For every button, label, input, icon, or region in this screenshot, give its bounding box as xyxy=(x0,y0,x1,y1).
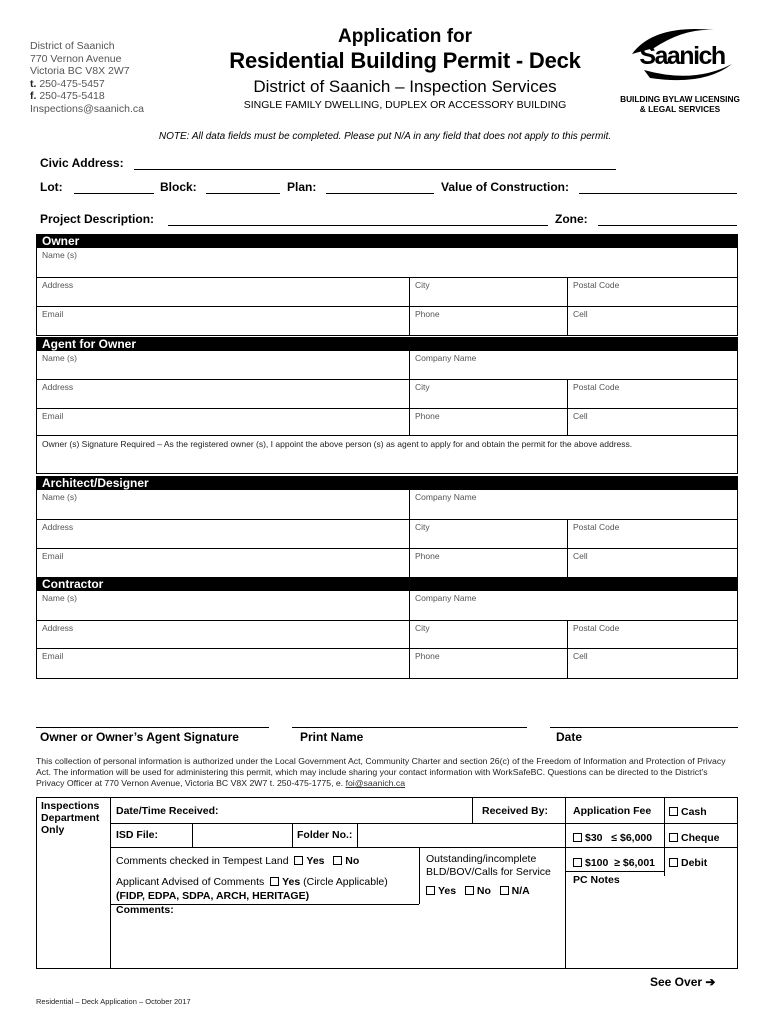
owner-address-field[interactable]: Address xyxy=(42,280,74,290)
district-address xyxy=(30,40,144,116)
see-over-link[interactable]: See Over ➔ xyxy=(650,975,716,989)
comments-checked-label: Comments checked in Tempest Land xyxy=(116,855,289,867)
owner-section-title: Owner xyxy=(37,234,737,248)
architect-postal-code-field[interactable]: Postal Code xyxy=(567,520,737,548)
value-of-construction-field[interactable] xyxy=(579,181,737,194)
architect-name-field[interactable]: Name (s) xyxy=(42,492,77,502)
office-use-box xyxy=(36,797,738,969)
owner-contact-row xyxy=(37,306,737,335)
architect-section xyxy=(36,476,738,578)
architect-company-field[interactable]: Company Name xyxy=(409,490,737,519)
privacy-text: This collection of personal information is authorized under the Local Government Act, Community Charter and section 26(c) of the Freedom of Information and Protection of Privacy Act. The information will be used for administering this permit, which may include sharing your contact information with WorkSafeBC. Questions can be directed to the District’s Privacy Officer at 770 Vernon Avenue, Victoria BC V8X 2W7 t. 250-475-1775, e. xyxy=(36,756,726,788)
architect-address-row xyxy=(37,519,737,548)
fee-100-condition: ≥ $6,001 xyxy=(614,857,655,869)
form-footer: Residential – Deck Application – October 2017 xyxy=(36,997,191,1006)
architect-cell-field[interactable]: Cell xyxy=(567,549,737,577)
office-divider xyxy=(192,823,193,847)
comments-label: Comments: xyxy=(116,904,174,916)
zone-label: Zone: xyxy=(555,212,588,226)
contractor-contact-row xyxy=(37,648,737,678)
lot-label: Lot: xyxy=(40,180,63,194)
cheque-checkbox[interactable] xyxy=(669,833,678,842)
cash-option[interactable] xyxy=(669,806,707,819)
contractor-name-field[interactable]: Name (s) xyxy=(42,593,77,603)
logo-caption xyxy=(614,94,746,114)
agent-name-row xyxy=(37,351,737,379)
owner-city-field[interactable]: City xyxy=(409,278,567,306)
architect-phone-field[interactable]: Phone xyxy=(409,549,567,577)
phone-line xyxy=(30,78,144,91)
phone-number: 250-475-5457 xyxy=(39,77,105,90)
date-line[interactable] xyxy=(550,727,738,728)
contractor-city-field[interactable]: City xyxy=(409,621,567,648)
debit-label: Debit xyxy=(681,857,708,869)
lot-field[interactable] xyxy=(74,181,154,194)
debit-option[interactable] xyxy=(669,857,707,870)
office-divider xyxy=(357,823,358,847)
agent-phone-field[interactable]: Phone xyxy=(409,409,567,435)
architect-contact-row xyxy=(37,548,737,577)
cheque-label: Cheque xyxy=(681,832,720,844)
privacy-email-link[interactable]: foi@saanich.ca xyxy=(345,778,406,788)
application-fee-label: Application Fee xyxy=(573,805,652,817)
privacy-notice xyxy=(36,756,738,789)
form-header xyxy=(200,26,610,112)
fee-30-label: $30 xyxy=(585,832,603,844)
fee-100-label: $100 xyxy=(585,857,609,869)
office-divider xyxy=(565,847,738,848)
fee-30-option[interactable] xyxy=(573,832,652,845)
owner-postal-code-field[interactable]: Postal Code xyxy=(567,278,737,306)
owner-signature-line[interactable] xyxy=(36,727,269,728)
agent-cell-field[interactable]: Cell xyxy=(567,409,737,435)
phone-prefix: t. xyxy=(30,77,37,90)
office-divider xyxy=(565,871,664,872)
title-line-1: Application for xyxy=(337,26,473,47)
agent-name-field[interactable]: Name (s) xyxy=(42,353,77,363)
contractor-cell-field[interactable]: Cell xyxy=(567,649,737,678)
comments-no-label: No xyxy=(345,855,360,867)
fee-100-checkbox[interactable] xyxy=(573,858,582,867)
owner-signature-field[interactable]: Owner (s) Signature Required – As the registered owner (s), I appoint the above person (s) as agent to apply for and obtain the permit for the above address. xyxy=(42,439,633,449)
comments-checked-row xyxy=(116,855,359,868)
project-description-label: Project Description: xyxy=(40,212,155,226)
received-by-label: Received By: xyxy=(482,805,548,817)
contractor-postal-code-field[interactable]: Postal Code xyxy=(567,621,737,648)
owner-name-row xyxy=(37,248,737,277)
contractor-address-field[interactable]: Address xyxy=(42,623,74,633)
comments-yes-label: Yes xyxy=(306,855,325,867)
comments-yes-checkbox[interactable] xyxy=(294,856,303,865)
cash-checkbox[interactable] xyxy=(669,807,678,816)
block-field[interactable] xyxy=(206,181,280,194)
owner-address-row xyxy=(37,277,737,306)
agent-contact-row xyxy=(37,408,737,435)
contractor-company-field[interactable]: Company Name xyxy=(409,591,737,620)
contractor-phone-field[interactable]: Phone xyxy=(409,649,567,678)
office-divider xyxy=(110,823,565,824)
outstanding-yes-label: Yes xyxy=(438,885,457,897)
permit-types-label[interactable]: (FIDP, EDPA, SDPA, ARCH, HERITAGE) xyxy=(116,890,310,902)
architect-email-field[interactable]: Email xyxy=(42,551,64,561)
zone-field[interactable] xyxy=(598,213,737,226)
logo-caption-line-1: BUILDING BYLAW LICENSING xyxy=(620,94,740,104)
contractor-section xyxy=(36,577,738,679)
fee-100-option[interactable] xyxy=(573,857,655,870)
cheque-option[interactable] xyxy=(669,832,720,845)
architect-name-row xyxy=(37,490,737,519)
civic-address-field[interactable] xyxy=(134,157,616,170)
agent-address-row xyxy=(37,379,737,408)
owner-phone-field[interactable]: Phone xyxy=(409,307,567,335)
fax-line xyxy=(30,90,144,103)
applicant-advised-row xyxy=(116,876,388,889)
print-name-line[interactable] xyxy=(292,727,527,728)
folder-no-label: Folder No.: xyxy=(297,829,353,841)
agent-authorization-row xyxy=(37,435,737,473)
agent-city-field[interactable]: City xyxy=(409,380,567,408)
outstanding-na-label: N/A xyxy=(511,885,530,897)
outstanding-yes-checkbox[interactable] xyxy=(426,886,435,895)
logo-caption-line-2: & LEGAL SERVICES xyxy=(639,104,721,114)
office-divider xyxy=(472,798,473,823)
scope-text: SINGLE FAMILY DWELLING, DUPLEX OR ACCESSORY BUILDING xyxy=(243,99,567,111)
outstanding-no-label: No xyxy=(476,885,491,897)
agent-address-field[interactable]: Address xyxy=(42,382,74,392)
fax-number: 250-475-5418 xyxy=(39,90,105,103)
outstanding-label: Outstanding/incomplete BLD/BOV/Calls for Service xyxy=(426,853,551,878)
plan-field[interactable] xyxy=(326,181,434,194)
agent-email-field[interactable]: Email xyxy=(42,411,64,421)
agent-postal-code-field[interactable]: Postal Code xyxy=(567,380,737,408)
inspections-department-label: Inspections Department Only xyxy=(41,800,100,836)
address-line-3: Victoria BC V8X 2W7 xyxy=(30,65,130,78)
agent-section xyxy=(36,337,738,474)
subtitle: District of Saanich – Inspection Services xyxy=(253,77,557,96)
office-divider xyxy=(664,798,665,876)
office-divider xyxy=(419,847,420,904)
print-name-label: Print Name xyxy=(300,730,364,744)
pc-notes-label: PC Notes xyxy=(573,874,620,886)
debit-checkbox[interactable] xyxy=(669,858,678,867)
fax-prefix: f. xyxy=(30,90,37,103)
owner-signature-label: Owner or Owner’s Agent Signature xyxy=(40,730,239,744)
address-line-2: 770 Vernon Avenue xyxy=(30,52,122,65)
page-title: Residential Building Permit - Deck xyxy=(229,48,581,73)
plan-label: Plan: xyxy=(287,180,317,194)
owner-email-field[interactable]: Email xyxy=(42,309,64,319)
comments-no-checkbox[interactable] xyxy=(333,856,342,865)
logo-wordmark: Saanich xyxy=(639,42,725,70)
owner-cell-field[interactable]: Cell xyxy=(567,307,737,335)
office-divider xyxy=(292,823,293,847)
architect-city-field[interactable]: City xyxy=(409,520,567,548)
applicant-advised-label: Applicant Advised of Comments xyxy=(116,876,265,888)
outstanding-options xyxy=(426,885,530,898)
agent-section-title: Agent for Owner xyxy=(37,337,737,351)
isd-file-label: ISD File: xyxy=(116,829,159,841)
fee-30-condition: ≤ $6,000 xyxy=(611,832,653,844)
block-label: Block: xyxy=(160,180,197,194)
advised-yes-checkbox[interactable] xyxy=(270,877,279,886)
owner-name-field[interactable]: Name (s) xyxy=(42,250,77,260)
date-time-received-label: Date/Time Received: xyxy=(116,805,219,817)
architect-section-title: Architect/Designer xyxy=(37,476,737,490)
architect-address-field[interactable]: Address xyxy=(42,522,74,532)
project-description-field[interactable] xyxy=(168,213,548,226)
instructions-note: NOTE: All data fields must be completed. Please put N/A in any field that does not apply to this permit. xyxy=(158,131,612,142)
contractor-name-row xyxy=(37,591,737,620)
civic-address-label: Civic Address: xyxy=(40,156,124,170)
office-divider xyxy=(110,847,565,848)
agent-company-field[interactable]: Company Name xyxy=(409,351,737,379)
contractor-section-title: Contractor xyxy=(37,577,737,591)
fee-30-checkbox[interactable] xyxy=(573,833,582,842)
value-of-construction-label: Value of Construction: xyxy=(441,180,570,194)
contractor-email-field[interactable]: Email xyxy=(42,651,64,661)
address-line-1: District of Saanich xyxy=(30,40,115,52)
circle-applicable-label: (Circle Applicable) xyxy=(303,876,388,888)
date-label: Date xyxy=(556,730,583,744)
saanich-logo xyxy=(614,24,746,120)
owner-section xyxy=(36,234,738,336)
outstanding-no-checkbox[interactable] xyxy=(465,886,474,895)
outstanding-na-checkbox[interactable] xyxy=(500,886,509,895)
advised-yes-label: Yes xyxy=(282,876,301,888)
cash-label: Cash xyxy=(681,806,707,818)
contractor-address-row xyxy=(37,620,737,648)
inspections-email[interactable]: Inspections@saanich.ca xyxy=(30,102,144,115)
office-divider xyxy=(565,823,738,824)
